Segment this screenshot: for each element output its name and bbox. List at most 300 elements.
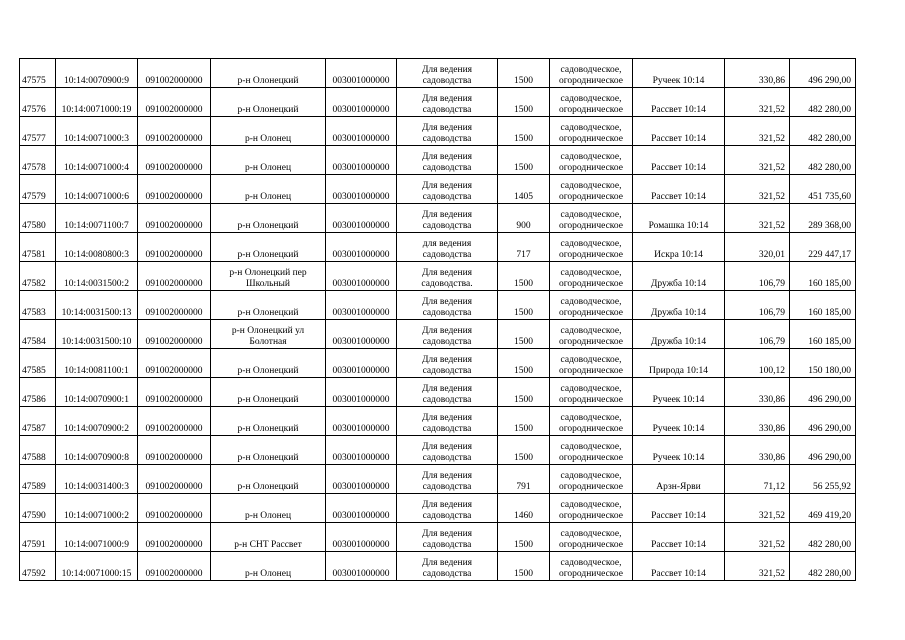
permitted-use-cell-line: Для ведения [421, 355, 473, 365]
specific-value-cell: 321,52 [725, 146, 790, 175]
use-type-cell [550, 88, 633, 117]
specific-value-cell: 71,12 [725, 465, 790, 494]
use-type-cell-line: садоводческое, [560, 152, 622, 162]
use-type-cell [550, 552, 633, 581]
location-cell [211, 523, 326, 552]
use-type-cell-line: садоводческое, [560, 268, 622, 278]
permitted-use-cell [397, 117, 498, 146]
cadastral-value-cell: 482 280,00 [790, 146, 856, 175]
cadastral-value-cell: 289 368,00 [790, 204, 856, 233]
use-type-cell [550, 349, 633, 378]
use-type-cell-line: садоводческое, [560, 239, 622, 249]
cadastral-value-cell: 496 290,00 [790, 436, 856, 465]
cadastral-number-cell: 10:14:0071000:9 [56, 523, 138, 552]
specific-value-cell: 321,52 [725, 494, 790, 523]
use-type-cell-line: садоводческое, [560, 123, 622, 133]
specific-value-cell: 330,86 [725, 436, 790, 465]
cadastral-quarter-name-cell: Рассвет 10:14 [633, 552, 725, 581]
location-cell-line: Школьный [246, 279, 290, 289]
permitted-use-cell [397, 291, 498, 320]
cadastral-quarter-name-cell: Природа 10:14 [633, 349, 725, 378]
use-type-cell [550, 117, 633, 146]
specific-value-cell: 330,86 [725, 407, 790, 436]
land-category-code-cell: 003001000000 [326, 59, 397, 88]
permitted-use-cell-line: садоводства [422, 366, 472, 376]
cadastral-number-cell: 10:14:0071000:4 [56, 146, 138, 175]
table-row [20, 59, 856, 88]
permitted-use-cell-line: садоводства [422, 250, 472, 260]
cadastral-quarter-name-cell: Рассвет 10:14 [633, 88, 725, 117]
use-type-cell [550, 291, 633, 320]
use-type-cell [550, 378, 633, 407]
use-type-cell-line: огородническое [558, 569, 624, 579]
okato-code-cell: 091002000000 [138, 494, 211, 523]
cadastral-value-cell: 160 185,00 [790, 320, 856, 349]
area-cell: 717 [498, 233, 550, 262]
area-cell: 1500 [498, 436, 550, 465]
cadastral-value-cell: 56 255,92 [790, 465, 856, 494]
table-row [20, 407, 856, 436]
permitted-use-cell-line: садоводства [422, 569, 472, 579]
land-category-code-cell: 003001000000 [326, 204, 397, 233]
cadastral-quarter-name-cell: Рассвет 10:14 [633, 523, 725, 552]
permitted-use-cell-line: садоводства [422, 482, 472, 492]
table-row [20, 494, 856, 523]
location-cell [211, 407, 326, 436]
permitted-use-cell-line: садоводства [422, 163, 472, 173]
permitted-use-cell [397, 88, 498, 117]
permitted-use-cell-line: садоводства. [421, 279, 473, 289]
permitted-use-cell-line: Для ведения [421, 558, 473, 568]
cadastral-number-cell: 10:14:0031500:10 [56, 320, 138, 349]
table-row [20, 204, 856, 233]
location-cell-line: р-н Олонец [244, 511, 292, 521]
okato-code-cell: 091002000000 [138, 59, 211, 88]
specific-value-cell: 330,86 [725, 59, 790, 88]
cadastral-quarter-name-cell: Дружба 10:14 [633, 320, 725, 349]
permitted-use-cell-line: садоводства [422, 540, 472, 550]
area-cell: 1500 [498, 262, 550, 291]
permitted-use-cell [397, 262, 498, 291]
row-number-cell: 47580 [20, 204, 56, 233]
cadastral-value-cell: 482 280,00 [790, 88, 856, 117]
permitted-use-cell-line: садоводства [422, 424, 472, 434]
use-type-cell-line: садоводческое, [560, 326, 622, 336]
use-type-cell-line: огородническое [558, 308, 624, 318]
location-cell [211, 146, 326, 175]
use-type-cell [550, 146, 633, 175]
location-cell-line: р-н Олонец [244, 163, 292, 173]
use-type-cell-line: огородническое [558, 540, 624, 550]
land-category-code-cell: 003001000000 [326, 291, 397, 320]
specific-value-cell: 321,52 [725, 117, 790, 146]
permitted-use-cell-line: Для ведения [421, 326, 473, 336]
permitted-use-cell-line: Для ведения [421, 65, 473, 75]
cadastral-quarter-name-cell: Искра 10:14 [633, 233, 725, 262]
cadastral-value-cell: 482 280,00 [790, 552, 856, 581]
cadastral-number-cell: 10:14:0071000:6 [56, 175, 138, 204]
land-category-code-cell: 003001000000 [326, 320, 397, 349]
land-category-code-cell: 003001000000 [326, 378, 397, 407]
permitted-use-cell [397, 204, 498, 233]
location-cell [211, 552, 326, 581]
okato-code-cell: 091002000000 [138, 233, 211, 262]
permitted-use-cell-line: садоводства [422, 337, 472, 347]
use-type-cell-line: огородническое [558, 221, 624, 231]
area-cell: 791 [498, 465, 550, 494]
row-number-cell: 47587 [20, 407, 56, 436]
use-type-cell-line: садоводческое, [560, 210, 622, 220]
land-category-code-cell: 003001000000 [326, 436, 397, 465]
okato-code-cell: 091002000000 [138, 204, 211, 233]
use-type-cell-line: садоводческое, [560, 181, 622, 191]
use-type-cell-line: огородническое [558, 192, 624, 202]
area-cell: 1500 [498, 146, 550, 175]
location-cell-line: Болотная [249, 337, 287, 347]
use-type-cell-line: огородническое [558, 395, 624, 405]
cadastral-quarter-name-cell: Дружба 10:14 [633, 262, 725, 291]
okato-code-cell: 091002000000 [138, 320, 211, 349]
specific-value-cell: 321,52 [725, 523, 790, 552]
okato-code-cell: 091002000000 [138, 175, 211, 204]
location-cell [211, 59, 326, 88]
cadastral-number-cell: 10:14:0070900:1 [56, 378, 138, 407]
cadastral-value-cell: 496 290,00 [790, 378, 856, 407]
area-cell: 1500 [498, 378, 550, 407]
area-cell: 1405 [498, 175, 550, 204]
use-type-cell-line: огородническое [558, 482, 624, 492]
use-type-cell [550, 204, 633, 233]
table-row [20, 552, 856, 581]
cadastral-quarter-name-cell: Арзн-Ярви [633, 465, 725, 494]
permitted-use-cell-line: садоводства [422, 134, 472, 144]
specific-value-cell: 321,52 [725, 552, 790, 581]
land-category-code-cell: 003001000000 [326, 233, 397, 262]
location-cell-line: р-н Олонецкий [237, 453, 299, 463]
location-cell-line: р-н Олонец [244, 569, 292, 579]
permitted-use-cell-line: Для ведения [421, 297, 473, 307]
cadastral-number-cell: 10:14:0071000:19 [56, 88, 138, 117]
land-category-code-cell: 003001000000 [326, 349, 397, 378]
okato-code-cell: 091002000000 [138, 378, 211, 407]
okato-code-cell: 091002000000 [138, 146, 211, 175]
area-cell: 900 [498, 204, 550, 233]
use-type-cell-line: огородническое [558, 105, 624, 115]
land-category-code-cell: 003001000000 [326, 88, 397, 117]
area-cell: 1500 [498, 320, 550, 349]
permitted-use-cell [397, 552, 498, 581]
permitted-use-cell-line: для ведения [422, 239, 472, 249]
okato-code-cell: 091002000000 [138, 88, 211, 117]
specific-value-cell: 330,86 [725, 378, 790, 407]
row-number-cell: 47575 [20, 59, 56, 88]
specific-value-cell: 106,79 [725, 320, 790, 349]
permitted-use-cell [397, 349, 498, 378]
table-row [20, 175, 856, 204]
location-cell-line: р-н Олонецкий [237, 366, 299, 376]
permitted-use-cell [397, 233, 498, 262]
cadastral-value-cell: 451 735,60 [790, 175, 856, 204]
table-row [20, 349, 856, 378]
specific-value-cell: 100,12 [725, 349, 790, 378]
location-cell-line: р-н Олонец [244, 192, 292, 202]
land-category-code-cell: 003001000000 [326, 552, 397, 581]
area-cell: 1500 [498, 88, 550, 117]
permitted-use-cell-line: Для ведения [421, 210, 473, 220]
row-number-cell: 47589 [20, 465, 56, 494]
use-type-cell-line: огородническое [558, 76, 624, 86]
cadastral-value-cell: 496 290,00 [790, 407, 856, 436]
cadastral-value-cell: 496 290,00 [790, 59, 856, 88]
cadastral-quarter-name-cell: Рассвет 10:14 [633, 494, 725, 523]
land-category-code-cell: 003001000000 [326, 407, 397, 436]
table-row [20, 146, 856, 175]
permitted-use-cell-line: садоводства [422, 105, 472, 115]
location-cell [211, 88, 326, 117]
okato-code-cell: 091002000000 [138, 117, 211, 146]
use-type-cell-line: огородническое [558, 424, 624, 434]
okato-code-cell: 091002000000 [138, 552, 211, 581]
land-category-code-cell: 003001000000 [326, 262, 397, 291]
cadastral-number-cell: 10:14:0070900:8 [56, 436, 138, 465]
okato-code-cell: 091002000000 [138, 291, 211, 320]
use-type-cell-line: садоводческое, [560, 442, 622, 452]
okato-code-cell: 091002000000 [138, 436, 211, 465]
use-type-cell-line: садоводческое, [560, 500, 622, 510]
table-row [20, 233, 856, 262]
use-type-cell-line: огородническое [558, 163, 624, 173]
location-cell-line: р-н Олонец [244, 134, 292, 144]
permitted-use-cell-line: Для ведения [421, 442, 473, 452]
cadastral-quarter-name-cell: Рассвет 10:14 [633, 146, 725, 175]
permitted-use-cell [397, 523, 498, 552]
area-cell: 1500 [498, 117, 550, 146]
use-type-cell [550, 175, 633, 204]
location-cell [211, 117, 326, 146]
land-category-code-cell: 003001000000 [326, 465, 397, 494]
permitted-use-cell-line: садоводства [422, 76, 472, 86]
permitted-use-cell-line: садоводства [422, 308, 472, 318]
row-number-cell: 47590 [20, 494, 56, 523]
table-row [20, 523, 856, 552]
table-row [20, 465, 856, 494]
cadastral-number-cell: 10:14:0031500:13 [56, 291, 138, 320]
specific-value-cell: 320,01 [725, 233, 790, 262]
okato-code-cell: 091002000000 [138, 262, 211, 291]
table-row [20, 291, 856, 320]
land-category-code-cell: 003001000000 [326, 494, 397, 523]
permitted-use-cell-line: Для ведения [421, 181, 473, 191]
use-type-cell-line: огородническое [558, 337, 624, 347]
cadastral-value-cell: 160 185,00 [790, 262, 856, 291]
cadastral-quarter-name-cell: Рассвет 10:14 [633, 117, 725, 146]
cadastral-value-cell: 482 280,00 [790, 523, 856, 552]
cadastral-number-cell: 10:14:0070900:9 [56, 59, 138, 88]
use-type-cell [550, 59, 633, 88]
area-cell: 1500 [498, 523, 550, 552]
permitted-use-cell-line: садоводства [422, 511, 472, 521]
row-number-cell: 47584 [20, 320, 56, 349]
permitted-use-cell-line: Для ведения [421, 384, 473, 394]
permitted-use-cell [397, 407, 498, 436]
table-body [20, 59, 856, 581]
permitted-use-cell [397, 436, 498, 465]
cadastral-number-cell: 10:14:0081100:1 [56, 349, 138, 378]
use-type-cell [550, 320, 633, 349]
location-cell [211, 378, 326, 407]
location-cell-line: р-н Олонецкий [237, 250, 299, 260]
use-type-cell-line: огородническое [558, 453, 624, 463]
okato-code-cell: 091002000000 [138, 465, 211, 494]
area-cell: 1500 [498, 59, 550, 88]
use-type-cell-line: садоводческое, [560, 94, 622, 104]
use-type-cell-line: огородническое [558, 366, 624, 376]
row-number-cell: 47585 [20, 349, 56, 378]
location-cell-line: р-н Олонецкий [237, 424, 299, 434]
use-type-cell [550, 233, 633, 262]
permitted-use-cell-line: Для ведения [421, 471, 473, 481]
use-type-cell [550, 407, 633, 436]
cadastral-quarter-name-cell: Ручеек 10:14 [633, 407, 725, 436]
specific-value-cell: 106,79 [725, 291, 790, 320]
cadastral-number-cell: 10:14:0071000:15 [56, 552, 138, 581]
land-category-code-cell: 003001000000 [326, 146, 397, 175]
use-type-cell-line: огородническое [558, 279, 624, 289]
area-cell: 1500 [498, 349, 550, 378]
use-type-cell [550, 523, 633, 552]
cadastral-value-cell: 150 180,00 [790, 349, 856, 378]
specific-value-cell: 321,52 [725, 175, 790, 204]
cadastral-number-cell: 10:14:0071000:2 [56, 494, 138, 523]
use-type-cell-line: садоводческое, [560, 65, 622, 75]
location-cell [211, 233, 326, 262]
use-type-cell-line: садоводческое, [560, 471, 622, 481]
land-category-code-cell: 003001000000 [326, 117, 397, 146]
permitted-use-cell [397, 465, 498, 494]
row-number-cell: 47582 [20, 262, 56, 291]
cadastral-number-cell: 10:14:0070900:2 [56, 407, 138, 436]
specific-value-cell: 321,52 [725, 88, 790, 117]
use-type-cell-line: огородническое [558, 134, 624, 144]
land-plots-table [19, 58, 856, 581]
permitted-use-cell-line: Для ведения [421, 529, 473, 539]
location-cell [211, 494, 326, 523]
row-number-cell: 47576 [20, 88, 56, 117]
location-cell-line: р-н Олонецкий [237, 221, 299, 231]
cadastral-number-cell: 10:14:0031500:2 [56, 262, 138, 291]
okato-code-cell: 091002000000 [138, 523, 211, 552]
use-type-cell-line: огородническое [558, 250, 624, 260]
location-cell [211, 320, 326, 349]
permitted-use-cell [397, 175, 498, 204]
use-type-cell-line: садоводческое, [560, 355, 622, 365]
row-number-cell: 47578 [20, 146, 56, 175]
location-cell [211, 175, 326, 204]
cadastral-value-cell: 469 419,20 [790, 494, 856, 523]
cadastral-number-cell: 10:14:0080800:3 [56, 233, 138, 262]
cadastral-quarter-name-cell: Ромашка 10:14 [633, 204, 725, 233]
row-number-cell: 47581 [20, 233, 56, 262]
location-cell-line: р-н СНТ Рассвет [234, 540, 302, 550]
permitted-use-cell-line: Для ведения [421, 94, 473, 104]
location-cell [211, 291, 326, 320]
area-cell: 1500 [498, 291, 550, 320]
permitted-use-cell-line: Для ведения [421, 152, 473, 162]
okato-code-cell: 091002000000 [138, 407, 211, 436]
permitted-use-cell-line: Для ведения [421, 413, 473, 423]
cadastral-number-cell: 10:14:0031400:3 [56, 465, 138, 494]
row-number-cell: 47591 [20, 523, 56, 552]
location-cell-line: р-н Олонецкий [237, 105, 299, 115]
use-type-cell-line: садоводческое, [560, 558, 622, 568]
table-row [20, 378, 856, 407]
table-row [20, 88, 856, 117]
location-cell [211, 204, 326, 233]
permitted-use-cell-line: садоводства [422, 221, 472, 231]
area-cell: 1500 [498, 552, 550, 581]
permitted-use-cell-line: садоводства [422, 453, 472, 463]
table-row [20, 262, 856, 291]
cadastral-value-cell: 482 280,00 [790, 117, 856, 146]
row-number-cell: 47588 [20, 436, 56, 465]
cadastral-value-cell: 229 447,17 [790, 233, 856, 262]
area-cell: 1500 [498, 407, 550, 436]
cadastral-value-cell: 160 185,00 [790, 291, 856, 320]
table-row [20, 436, 856, 465]
cadastral-quarter-name-cell: Ручеек 10:14 [633, 378, 725, 407]
table-row [20, 117, 856, 146]
use-type-cell-line: огородническое [558, 511, 624, 521]
row-number-cell: 47586 [20, 378, 56, 407]
location-cell-line: р-н Олонецкий [237, 395, 299, 405]
permitted-use-cell-line: садоводства [422, 395, 472, 405]
specific-value-cell: 321,52 [725, 204, 790, 233]
cadastral-quarter-name-cell: Ручеек 10:14 [633, 436, 725, 465]
location-cell [211, 465, 326, 494]
location-cell-line: р-н Олонецкий [237, 308, 299, 318]
area-cell: 1460 [498, 494, 550, 523]
permitted-use-cell [397, 146, 498, 175]
permitted-use-cell [397, 320, 498, 349]
location-cell-line: р-н Олонецкий пер [229, 268, 307, 278]
cadastral-number-cell: 10:14:0071000:3 [56, 117, 138, 146]
use-type-cell-line: садоводческое, [560, 297, 622, 307]
use-type-cell [550, 436, 633, 465]
permitted-use-cell-line: Для ведения [421, 268, 473, 278]
row-number-cell: 47579 [20, 175, 56, 204]
cadastral-quarter-name-cell: Дружба 10:14 [633, 291, 725, 320]
land-category-code-cell: 003001000000 [326, 523, 397, 552]
location-cell [211, 436, 326, 465]
use-type-cell [550, 262, 633, 291]
use-type-cell [550, 494, 633, 523]
location-cell-line: р-н Олонецкий [237, 482, 299, 492]
permitted-use-cell-line: Для ведения [421, 123, 473, 133]
location-cell-line: р-н Олонецкий [237, 76, 299, 86]
location-cell-line: р-н Олонецкий ул [231, 326, 305, 336]
okato-code-cell: 091002000000 [138, 349, 211, 378]
use-type-cell-line: садоводческое, [560, 384, 622, 394]
land-category-code-cell: 003001000000 [326, 175, 397, 204]
permitted-use-cell-line: садоводства [422, 192, 472, 202]
cadastral-number-cell: 10:14:0071100:7 [56, 204, 138, 233]
permitted-use-cell [397, 378, 498, 407]
specific-value-cell: 106,79 [725, 262, 790, 291]
row-number-cell: 47583 [20, 291, 56, 320]
permitted-use-cell [397, 59, 498, 88]
cadastral-quarter-name-cell: Рассвет 10:14 [633, 175, 725, 204]
use-type-cell [550, 465, 633, 494]
